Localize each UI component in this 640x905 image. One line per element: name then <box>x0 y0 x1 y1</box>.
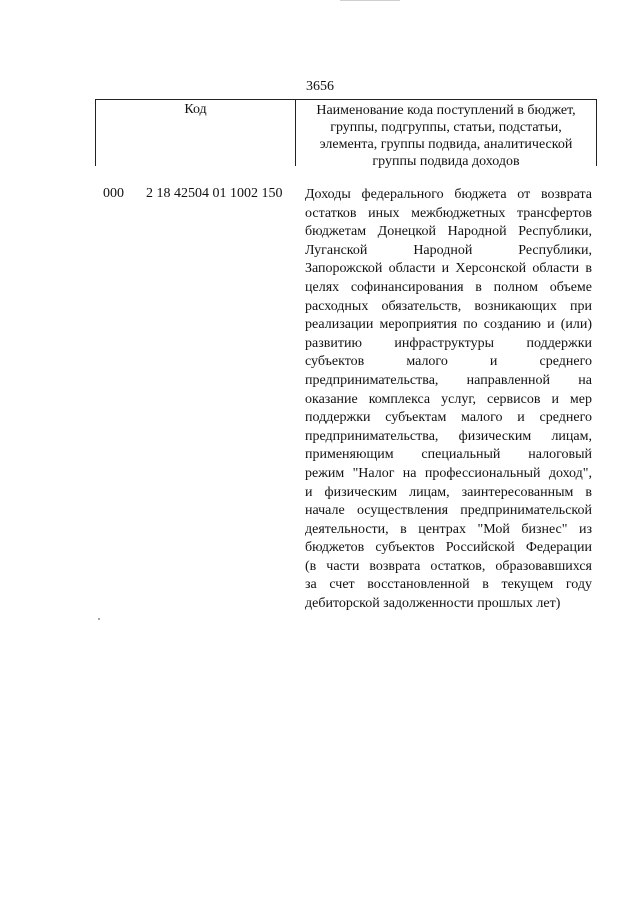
description-line: режим "Налог на профессиональный доход", <box>305 465 592 481</box>
description-line: (в части возврата остатков, образовавшихся <box>305 558 592 574</box>
description-line: оказание комплекса услуг, сервисов и мер <box>305 391 592 407</box>
scan-edge-mark <box>340 0 400 1</box>
description-line: деятельности, в центрах "Мой бизнес" из <box>305 521 592 537</box>
table-header <box>95 99 597 169</box>
description-line: бюджетам Донецкой Народной Республики, <box>305 224 592 240</box>
description-line: расходных обязательств, возникающих при <box>305 298 592 314</box>
description-line: предпринимательства, физическим лицам, <box>305 428 592 444</box>
budget-classification-code: 2 18 42504 01 1002 150 <box>146 186 283 201</box>
header-code-column: Код <box>95 100 296 166</box>
description-line: поддержки субъектам малого и среднего <box>305 410 592 426</box>
admin-code: 000 <box>103 186 124 201</box>
description-line: бюджетов субъектов Российской Федерации <box>305 540 592 556</box>
scan-speck <box>98 618 100 620</box>
description-line: Запорожской области и Херсонской области в <box>305 261 592 277</box>
description-line: остатков иных межбюджетных трансфертов <box>305 205 592 221</box>
description-line: начале осуществления предпринимательской <box>305 503 592 519</box>
income-description <box>305 186 592 614</box>
description-line: Луганской Народной Республики, <box>305 242 592 258</box>
description-line: и физическим лицам, заинтересованным в <box>305 484 592 500</box>
header-name-column: Наименование кода поступлений в бюджет, группы, подгруппы, статьи, подстатьи, элемента, группы подвида, аналитической группы подвида доходов <box>296 100 597 166</box>
page-number: 3656 <box>306 79 334 94</box>
description-line: применяющим специальный налоговый <box>305 447 592 463</box>
description-line: субъектов малого и среднего <box>305 354 592 370</box>
description-line: целях софинансирования в полном объеме <box>305 279 592 295</box>
description-line: Доходы федерального бюджета от возврата <box>305 187 592 202</box>
description-line: реализации мероприятия по созданию и (или) <box>305 317 592 333</box>
description-line: за счет восстановленной в текущем году <box>305 577 592 593</box>
description-line: предпринимательства, направленной на <box>305 372 592 388</box>
description-line: дебиторской задолженности прошлых лет) <box>305 596 561 612</box>
description-line: развитию инфраструктуры поддержки <box>305 335 592 351</box>
